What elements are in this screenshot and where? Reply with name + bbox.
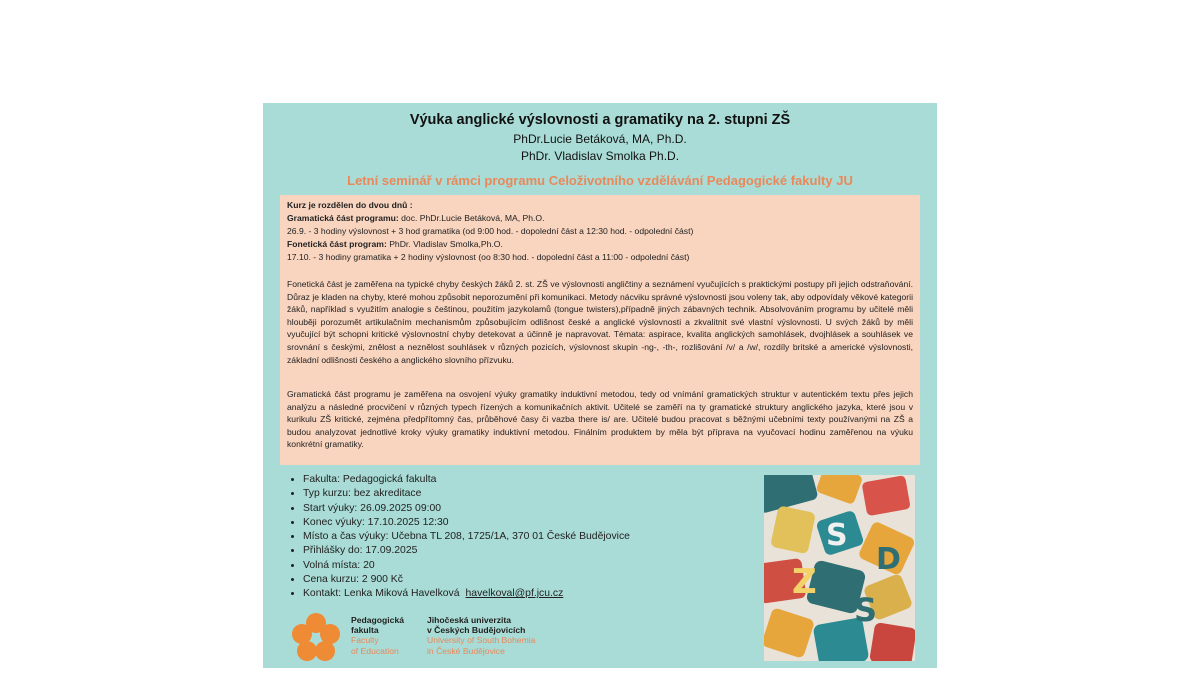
detail-item: • Volná místa: 20 — [303, 559, 630, 573]
detail-item: • Typ kurzu: bez akreditace — [303, 487, 630, 501]
university-name-cz-1: Jihočeská univerzita — [427, 615, 512, 625]
university-name-en-2: in České Budějovice — [427, 645, 505, 656]
course-description-box — [280, 195, 920, 465]
faculty-name-cz-1: Pedagogická — [351, 615, 405, 625]
grammar-paragraph: Gramatická část programu je zaměřena na osvojení výuky gramatiky induktivní metodou, tedy od vnímání gramatických struktur v autentickém textu přes jejich analýzu a následné procvičení v různých typech řízených a komunikačních aktivit. Učitelé se zaměří na ty gramatické struktury anglického jazyka, které jsou v kurikulu ZŠ kritické, zejména předpřítomný čas, průběhové časy či vazba there is/ are. Učitelé budou pracovat s běžnými učebními texty používanými na ZŠ a budou analyzovat jednotlivé kroky výuky gramatiky induktivní metodou. Finálním produktem by měla být příprava na vyučovací hodinu zaměřenou na výuku konkrétní gramatiky. — [287, 389, 913, 450]
contact-email-link[interactable]: havelkoval@pf.jcu.cz — [465, 588, 564, 600]
course-intro: Kurz je rozdělen do dvou dnů : — [287, 200, 413, 210]
svg-text:Z: Z — [792, 562, 817, 602]
grammar-schedule: 26.9. - 3 hodiny výslovnost + 3 hod gramatika (od 9:00 hod. - dopolední část a 12:30 hod. - odpolední část) — [287, 226, 694, 236]
contact-name: Kontakt: Lenka Miková Havelková — [303, 588, 460, 600]
detail-item: • Přihlášky do: 17.09.2025 — [303, 544, 630, 558]
phonetic-lecturer: PhDr. Vladislav Smolka,Ph.O. — [386, 239, 503, 249]
svg-text:S: S — [854, 591, 878, 629]
faculty-name — [351, 615, 404, 656]
university-name-en-1: University of South Bohemia — [427, 635, 536, 646]
details-list — [289, 473, 630, 602]
faculty-name-en-1: Faculty — [351, 635, 379, 646]
lecturer-1: PhDr.Lucie Betáková, MA, Ph.D. — [513, 132, 687, 146]
svg-text:S: S — [826, 518, 848, 553]
grammar-lecturer: doc. PhDr.Lucie Betáková, MA, Ph.O. — [398, 213, 545, 223]
detail-item: • Fakulta: Pedagogická fakulta — [303, 473, 630, 487]
detail-item: • Cena kurzu: 2 900 Kč — [303, 573, 630, 587]
course-flyer — [263, 103, 937, 668]
faculty-name-cz-2: fakulta — [351, 625, 379, 636]
letters-photo — [764, 475, 915, 661]
grammar-part-label: Gramatická část programu: — [287, 213, 399, 223]
detail-item: • Start výuky: 26.09.2025 09:00 — [303, 502, 630, 516]
detail-contact — [303, 587, 630, 601]
phonetic-schedule: 17.10. - 3 hodiny gramatika + 2 hodiny výslovnost (oo 8:30 hod. - dopolední část a 11:00 - odpolední část) — [287, 252, 690, 262]
course-details — [289, 473, 630, 602]
phonetic-part-label: Fonetická část program: — [287, 239, 387, 249]
flower-logo-icon — [290, 612, 342, 662]
university-name — [427, 615, 535, 656]
phonetics-paragraph: Fonetická část je zaměřena na typické chyby českých žáků 2. st. ZŠ ve výslovnosti angličtiny a seznámení vyučujících s praktickými postupy při jejich odstraňování. Důraz je kladen na chyby, které mohou způsobit neporozumění při komunikaci. Metody nácviku správné výslovnosti jsou voleny tak, aby odpovídaly věkové kategorii žáků, například s využitím analogie s češtinou, použitím jazykolamů (tongue twisters),případně jiných zábavných technik. Absolvováním programu by učitelé měli hlouběji porozumět artikulačním mechanismům způsobujícím odlišnost české a anglické výslovnosti a zkvalitnit své vlastní výslovnosti. U svých žáků by měli vyučující být schopni kritické výslovnostní chyby detekovat a účinně je napravovat. Témata: aspirace, kvalita anglických samohlásek, dvojhlásek a souhlásek ve srovnání s českými, znělost a neznělost souhlásek v různých pozicích, výslovnost skupin -ng-, -th-, rozlišování /v/ a /w/, rozdíly britské a americké výslovnosti, základní odlišnosti českého a anglického slovního přízvuku. — [287, 279, 913, 365]
faculty-name-en-2: of Education — [351, 645, 399, 656]
detail-item: • Konec výuky: 17.10.2025 12:30 — [303, 516, 630, 530]
lecturer-2: PhDr. Vladislav Smolka Ph.D. — [520, 149, 680, 163]
svg-text:D: D — [876, 542, 901, 577]
seminar-subtitle: Letní seminář v rámci programu Celoživotního vzdělávání Pedagogické fakulty JU — [347, 173, 853, 188]
faculty-logo — [290, 612, 590, 662]
university-name-cz-2: v Českých Budějovicích — [427, 625, 526, 636]
detail-item: • Místo a čas výuky: Učebna TL 208, 1725/1A, 370 01 České Budějovice — [303, 530, 630, 544]
course-title: Výuka anglické výslovnosti a gramatiky na 2. stupni ZŠ — [409, 112, 791, 128]
